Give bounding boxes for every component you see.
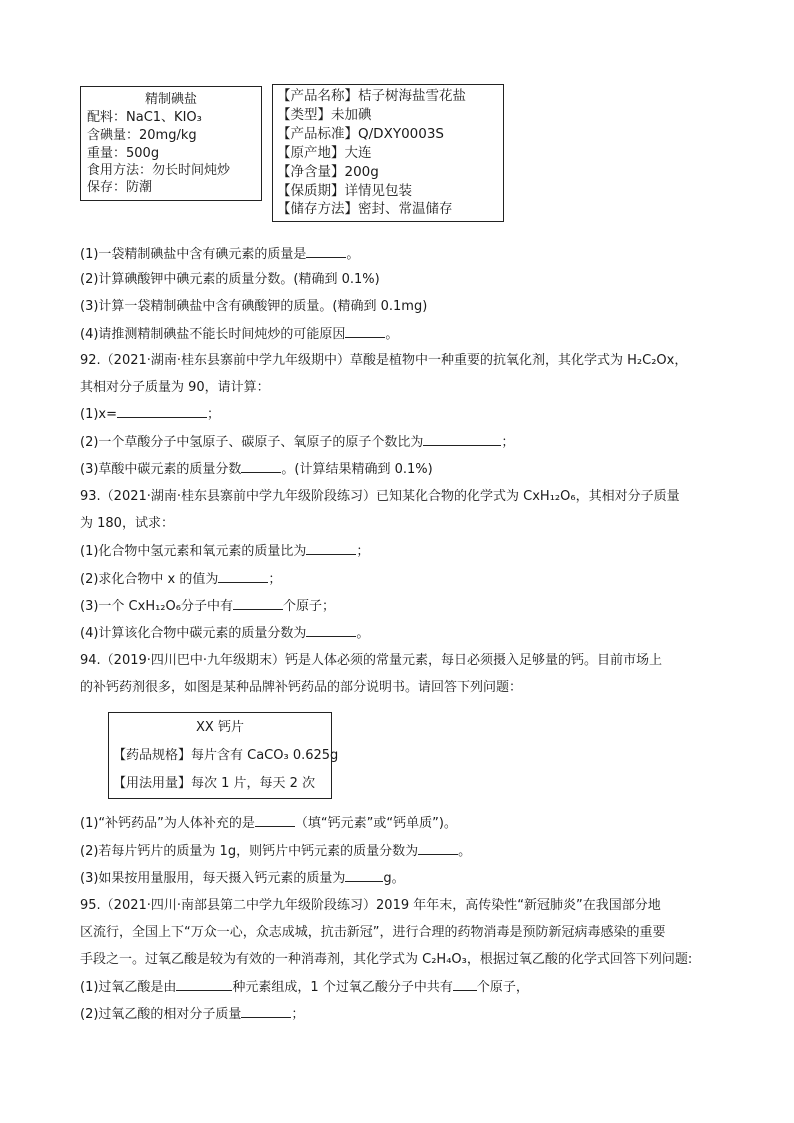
answer-blank[interactable] — [345, 325, 385, 338]
answer-blank[interactable] — [218, 570, 268, 583]
q94-part1: (1)“补钙药品”为人体补充的是 （填“钙元素”或“钙单质”)。 — [80, 816, 457, 831]
q94-heading-line2: 的补钙药剂很多，如图是某种品牌补钙药品的部分说明书。请回答下列问题： — [80, 680, 523, 695]
sea-salt-net-weight: 【净含量】200g — [277, 164, 379, 180]
salt-label-weight: 重量：500g — [87, 146, 160, 161]
q93-heading-line2: 为 180，试求： — [80, 516, 174, 531]
q91-part1: (1)一袋精制碘盐中含有碘元素的质量是 。 — [80, 247, 360, 262]
q92-part1: (1)x= ； — [80, 407, 221, 422]
q93-heading-line1: 93.（2021·湖南·桂东县寨前中学九年级阶段练习）已知某化合物的化学式为 CxH₁₂O₆，其相对分子质量 — [80, 489, 680, 504]
answer-blank[interactable] — [241, 460, 281, 473]
q95-heading-line2: 区流行，全国上下“万众一心，众志成城，抗击新冠”，进行合理的药物消毒是预防新冠病毒感染的重要 — [80, 925, 666, 940]
answer-blank[interactable] — [306, 542, 356, 555]
calcium-tablet-title: XX 钙片 — [196, 720, 244, 735]
answer-blank[interactable] — [306, 624, 356, 637]
calcium-tablet-usage: 【用法用量】每次 1 片，每天 2 次 — [113, 776, 316, 791]
q95-heading-line1: 95.（2021·四川·南部县第二中学九年级阶段练习）2019 年年末，高传染性“新冠肺炎”在我国部分地 — [80, 898, 661, 913]
salt-label-storage: 保存：防潮 — [87, 180, 153, 195]
sea-salt-storage: 【储存方法】密封、常温储存 — [277, 201, 453, 217]
sea-salt-name: 【产品名称】桔子树海盐雪花盐 — [277, 88, 466, 104]
sea-salt-origin: 【原产地】大连 — [277, 145, 372, 161]
calcium-tablet-label-box — [108, 712, 339, 799]
q95-part1: (1)过氧乙酸是由 种元素组成，1 个过氧乙酸分子中共有 个原子， — [80, 980, 529, 995]
q94-part3: (3)如果按用量服用，每天摄入钙元素的质量为 g。 — [80, 871, 405, 886]
q91-part3: (3)计算一袋精制碘盐中含有碘酸钾的质量。(精确到 0.1mg) — [80, 299, 428, 314]
answer-blank[interactable] — [241, 1005, 291, 1018]
answer-blank[interactable] — [117, 405, 207, 418]
q93-part2: (2)求化合物中 x 的值为 ； — [80, 572, 282, 587]
salt-label-iodine-content: 含碘量：20mg/kg — [87, 128, 197, 143]
answer-blank[interactable] — [453, 978, 477, 991]
q95-part2: (2)过氧乙酸的相对分子质量 ； — [80, 1007, 305, 1022]
q93-part1: (1)化合物中氢元素和氧元素的质量比为 ； — [80, 544, 370, 559]
sea-salt-type: 【类型】未加碘 — [277, 107, 372, 123]
answer-blank[interactable] — [418, 842, 458, 855]
sea-salt-shelf-life: 【保质期】详情见包装 — [277, 183, 412, 199]
answer-blank[interactable] — [176, 978, 232, 991]
q91-part4: (4)请推测精制碘盐不能长时间炖炒的可能原因 。 — [80, 327, 399, 342]
q93-part4: (4)计算该化合物中碳元素的质量分数为 。 — [80, 626, 370, 641]
sea-salt-standard: 【产品标准】Q/DXY0003S — [277, 126, 444, 142]
calcium-tablet-spec: 【药品规格】每片含有 CaCO₃ 0.625g — [113, 748, 339, 763]
q92-part3: (3)草酸中碳元素的质量分数 。(计算结果精确到 0.1%) — [80, 462, 433, 477]
iodized-salt-label-box — [80, 86, 262, 201]
salt-label-usage: 食用方法：勿长时间炖炒 — [87, 163, 231, 178]
q92-part2: (2)一个草酸分子中氢原子、碳原子、氧原子的原子个数比为 ； — [80, 435, 515, 450]
q95-heading-line3: 手段之一。过氧乙酸是较为有效的一种消毒剂，其化学式为 C₂H₄O₃，根据过氧乙酸的化学式回答下列问题: — [80, 952, 693, 967]
q92-heading-line2: 其相对分子质量为 90，请计算： — [80, 380, 270, 395]
salt-label-ingredients: 配料：NaC1、KIO₃ — [87, 110, 202, 125]
q91-part2: (2)计算碘酸钾中碘元素的质量分数。(精确到 0.1%) — [80, 272, 380, 287]
answer-blank[interactable] — [423, 433, 501, 446]
q94-heading-line1: 94.（2019·四川巴中·九年级期末）钙是人体必须的常量元素，每日必须摄入足够量的钙。目前市场上 — [80, 653, 663, 668]
salt-label-title: 精制碘盐 — [144, 92, 197, 107]
q93-part3: (3)一个 CxH₁₂O₆分子中有 个原子； — [80, 599, 335, 614]
answer-blank[interactable] — [233, 597, 283, 610]
answer-blank[interactable] — [306, 245, 346, 258]
answer-blank[interactable] — [345, 869, 383, 882]
answer-blank[interactable] — [255, 814, 295, 827]
q94-part2: (2)若每片钙片的质量为 1g，则钙片中钙元素的质量分数为 。 — [80, 844, 472, 859]
q92-heading-line1: 92.（2021·湖南·桂东县寨前中学九年级期中）草酸是植物中一种重要的抗氧化剂，其化学式为 H₂C₂Ox， — [80, 353, 688, 368]
sea-salt-label-box — [272, 84, 504, 222]
